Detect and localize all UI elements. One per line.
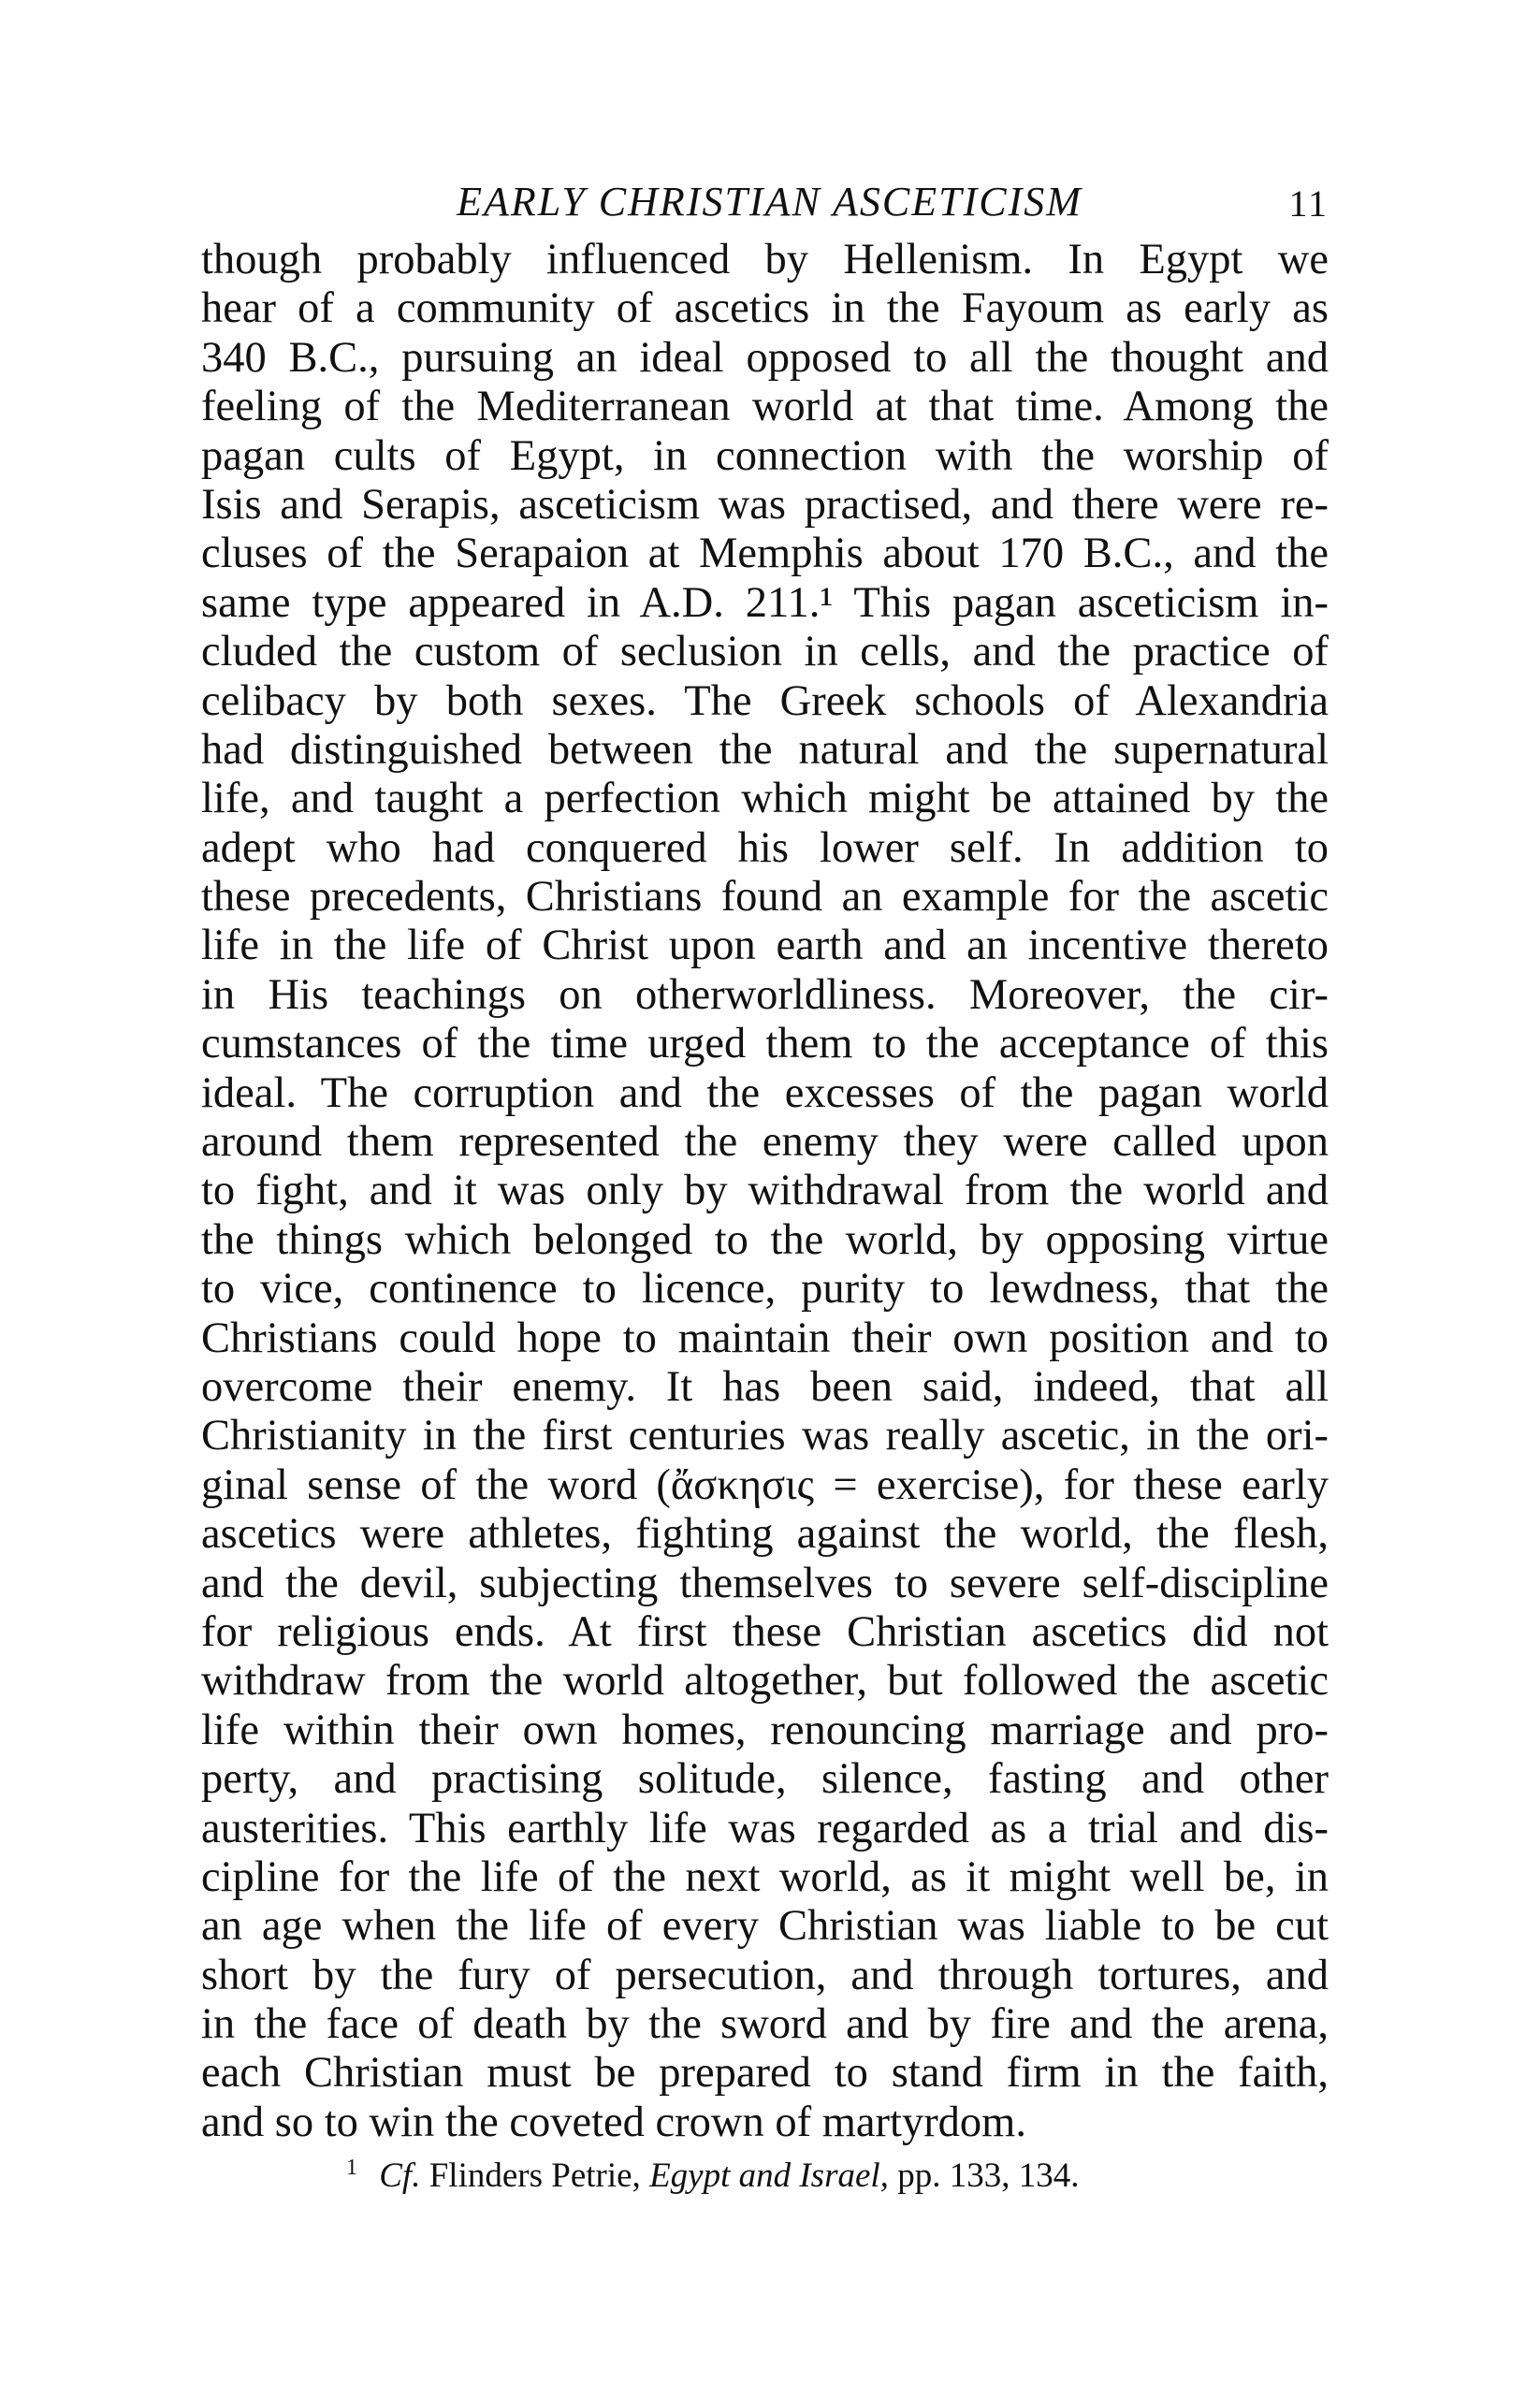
text-line: the things which belonged to the world, by opposing virtue [201, 1215, 1329, 1264]
text-line: Christians could hope to maintain their own position and to [201, 1314, 1329, 1362]
text-line: hear of a community of ascetics in the Fayoum as early as [201, 284, 1329, 333]
text-line: cipline for the life of the next world, as it might well be, in [201, 1852, 1329, 1901]
footnote [201, 2155, 1329, 2198]
text-line: to fight, and it was only by withdrawal from the world and [201, 1167, 1329, 1215]
text-line: short by the fury of persecution, and through tortures, and [201, 1951, 1329, 1999]
text-line: feeling of the Mediterranean world at that time. Among the [201, 383, 1329, 431]
text-line: adept who had conquered his lower self. In addition to [201, 823, 1329, 872]
text-line: cluses of the Serapaion at Memphis about 170 B.C., and the [201, 530, 1329, 578]
text-line: 340 B.C., pursuing an ideal opposed to all the thought and [201, 333, 1329, 382]
body-text [201, 236, 1329, 2147]
text-line: each Christian must be prepared to stand firm in the faith, [201, 2049, 1329, 2098]
text-line: austerities. This earthly life was regarded as a trial and dis- [201, 1804, 1329, 1852]
text-line: an age when the life of every Christian was liable to be cut [201, 1902, 1329, 1951]
running-head [201, 178, 1329, 226]
text-line: had distinguished between the natural and the supernatural [201, 725, 1329, 774]
text-line: ginal sense of the word (ἄσκησις = exercise), for these early [201, 1460, 1329, 1509]
footnote-pages: pp. 133, 134. [897, 2157, 1080, 2196]
text-line: life within their own homes, renouncing marriage and pro- [201, 1706, 1329, 1754]
text-line: ascetics were athletes, fighting against the world, the flesh, [201, 1510, 1329, 1559]
text-line: in His teachings on otherworldliness. Moreover, the cir- [201, 970, 1329, 1019]
text-line: withdraw from the world altogether, but followed the ascetic [201, 1657, 1329, 1706]
text-line: perty, and practising solitude, silence, fasting and other [201, 1755, 1329, 1804]
footnote-title: Egypt and Israel, [649, 2157, 889, 2196]
text-line: cumstances of the time urged them to the acceptance of this [201, 1020, 1329, 1068]
footnote-author: Flinders Petrie, [429, 2157, 641, 2196]
text-line: pagan cults of Egypt, in connection with the worship of [201, 431, 1329, 480]
text-line: cluded the custom of seclusion in cells, and the practice of [201, 628, 1329, 676]
text-line: for religious ends. At first these Christian ascetics did not [201, 1607, 1329, 1656]
text-line: in the face of death by the sword and by fire and the arena, [201, 2000, 1329, 2049]
text-line: ideal. The corruption and the excesses of the pagan world [201, 1068, 1329, 1117]
text-line: around them represented the enemy they were called upon [201, 1118, 1329, 1167]
page-number: 11 [1288, 182, 1329, 225]
text-line: and the devil, subjecting themselves to severe self-discipline [201, 1559, 1329, 1607]
text-line: Isis and Serapis, asceticism was practised, and there were re- [201, 480, 1329, 529]
text-line: these precedents, Christians found an example for the ascetic [201, 873, 1329, 922]
footnote-marker: 1 [346, 2155, 357, 2180]
running-title: EARLY CHRISTIAN ASCETICISM [457, 179, 1082, 225]
text-line: celibacy by both sexes. The Greek schools of Alexandria [201, 676, 1329, 725]
text-line: to vice, continence to licence, purity to lewdness, that the [201, 1265, 1329, 1314]
text-line: though probably influenced by Hellenism. In Egypt we [201, 236, 1329, 283]
text-line: overcome their enemy. It has been said, indeed, that all [201, 1362, 1329, 1411]
text-line: life in the life of Christ upon earth and an incentive thereto [201, 922, 1329, 970]
text-line: life, and taught a perfection which might be attained by the [201, 775, 1329, 823]
book-page [201, 178, 1329, 2198]
text-line: same type appeared in A.D. 211.¹ This pagan asceticism in- [201, 578, 1329, 627]
text-line: Christianity in the first centuries was really ascetic, in the ori- [201, 1412, 1329, 1460]
footnote-cf: Cf. [379, 2157, 421, 2196]
text-line: and so to win the coveted crown of martyrdom. [201, 2098, 1026, 2146]
